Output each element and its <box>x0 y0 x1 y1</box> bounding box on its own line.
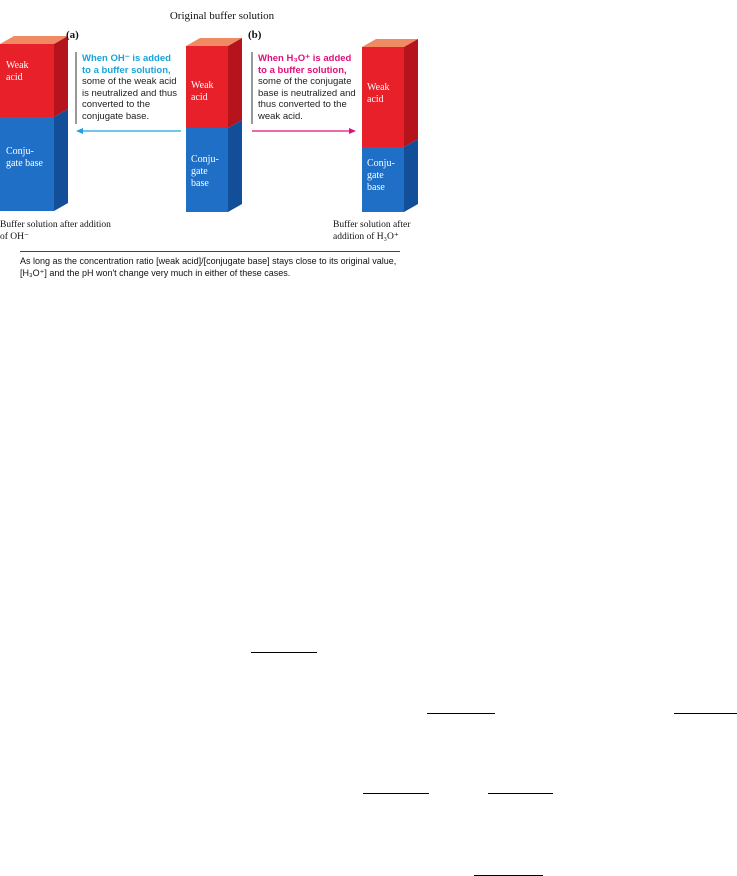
callout-b-body: some of the conjugate base is neutralized and thus converted to the weak acid. <box>258 76 356 122</box>
panel-a-label: (a) <box>66 29 79 41</box>
right-base-side <box>404 139 418 212</box>
callout-b <box>253 53 358 122</box>
arrow-left <box>76 128 181 134</box>
fraction-bar <box>251 652 317 653</box>
arrow-right <box>252 128 356 134</box>
callout-a-body: some of the weak acid is neutralized and thus converted to the conjugate base. <box>82 76 178 122</box>
middle-weak-acid-label: Weak acid <box>191 80 214 103</box>
right-weak-acid-label: Weak acid <box>367 82 390 105</box>
fraction-bar <box>674 713 737 714</box>
left-acid-side <box>54 36 68 117</box>
buffer-diagram <box>0 0 737 300</box>
fraction-bar <box>427 713 495 714</box>
fraction-bar <box>363 793 429 794</box>
middle-conjugate-base-label: Conju-gate base <box>191 154 219 189</box>
callout-a <box>77 53 182 122</box>
left-caption: Buffer solution after addition of OH⁻ <box>0 220 111 242</box>
panel-b-label: (b) <box>248 29 262 41</box>
callout-b-lead: When H₃O⁺ is added to a buffer solution, <box>258 53 352 76</box>
left-weak-acid-label: Weak acid <box>6 60 29 83</box>
figure-note: As long as the concentration ratio [weak acid]/[conjugate base] stays close to its original value, [H₃O⁺] and the pH won't change very much in either of these cases. <box>20 251 400 279</box>
middle-base-side <box>228 120 242 212</box>
left-base-side <box>54 109 68 211</box>
callout-a-lead: When OH⁻ is added to a buffer solution, <box>82 53 171 76</box>
right-conjugate-base-label: Conju-gate base <box>367 158 395 193</box>
fraction-bar <box>488 793 553 794</box>
left-conjugate-base-label: Conju-gate base <box>6 146 43 169</box>
right-caption: Buffer solution after addition of H₃O⁺ <box>333 220 411 242</box>
figure-title: Original buffer solution <box>169 10 275 22</box>
right-acid-side <box>404 39 418 147</box>
middle-acid-side <box>228 38 242 128</box>
